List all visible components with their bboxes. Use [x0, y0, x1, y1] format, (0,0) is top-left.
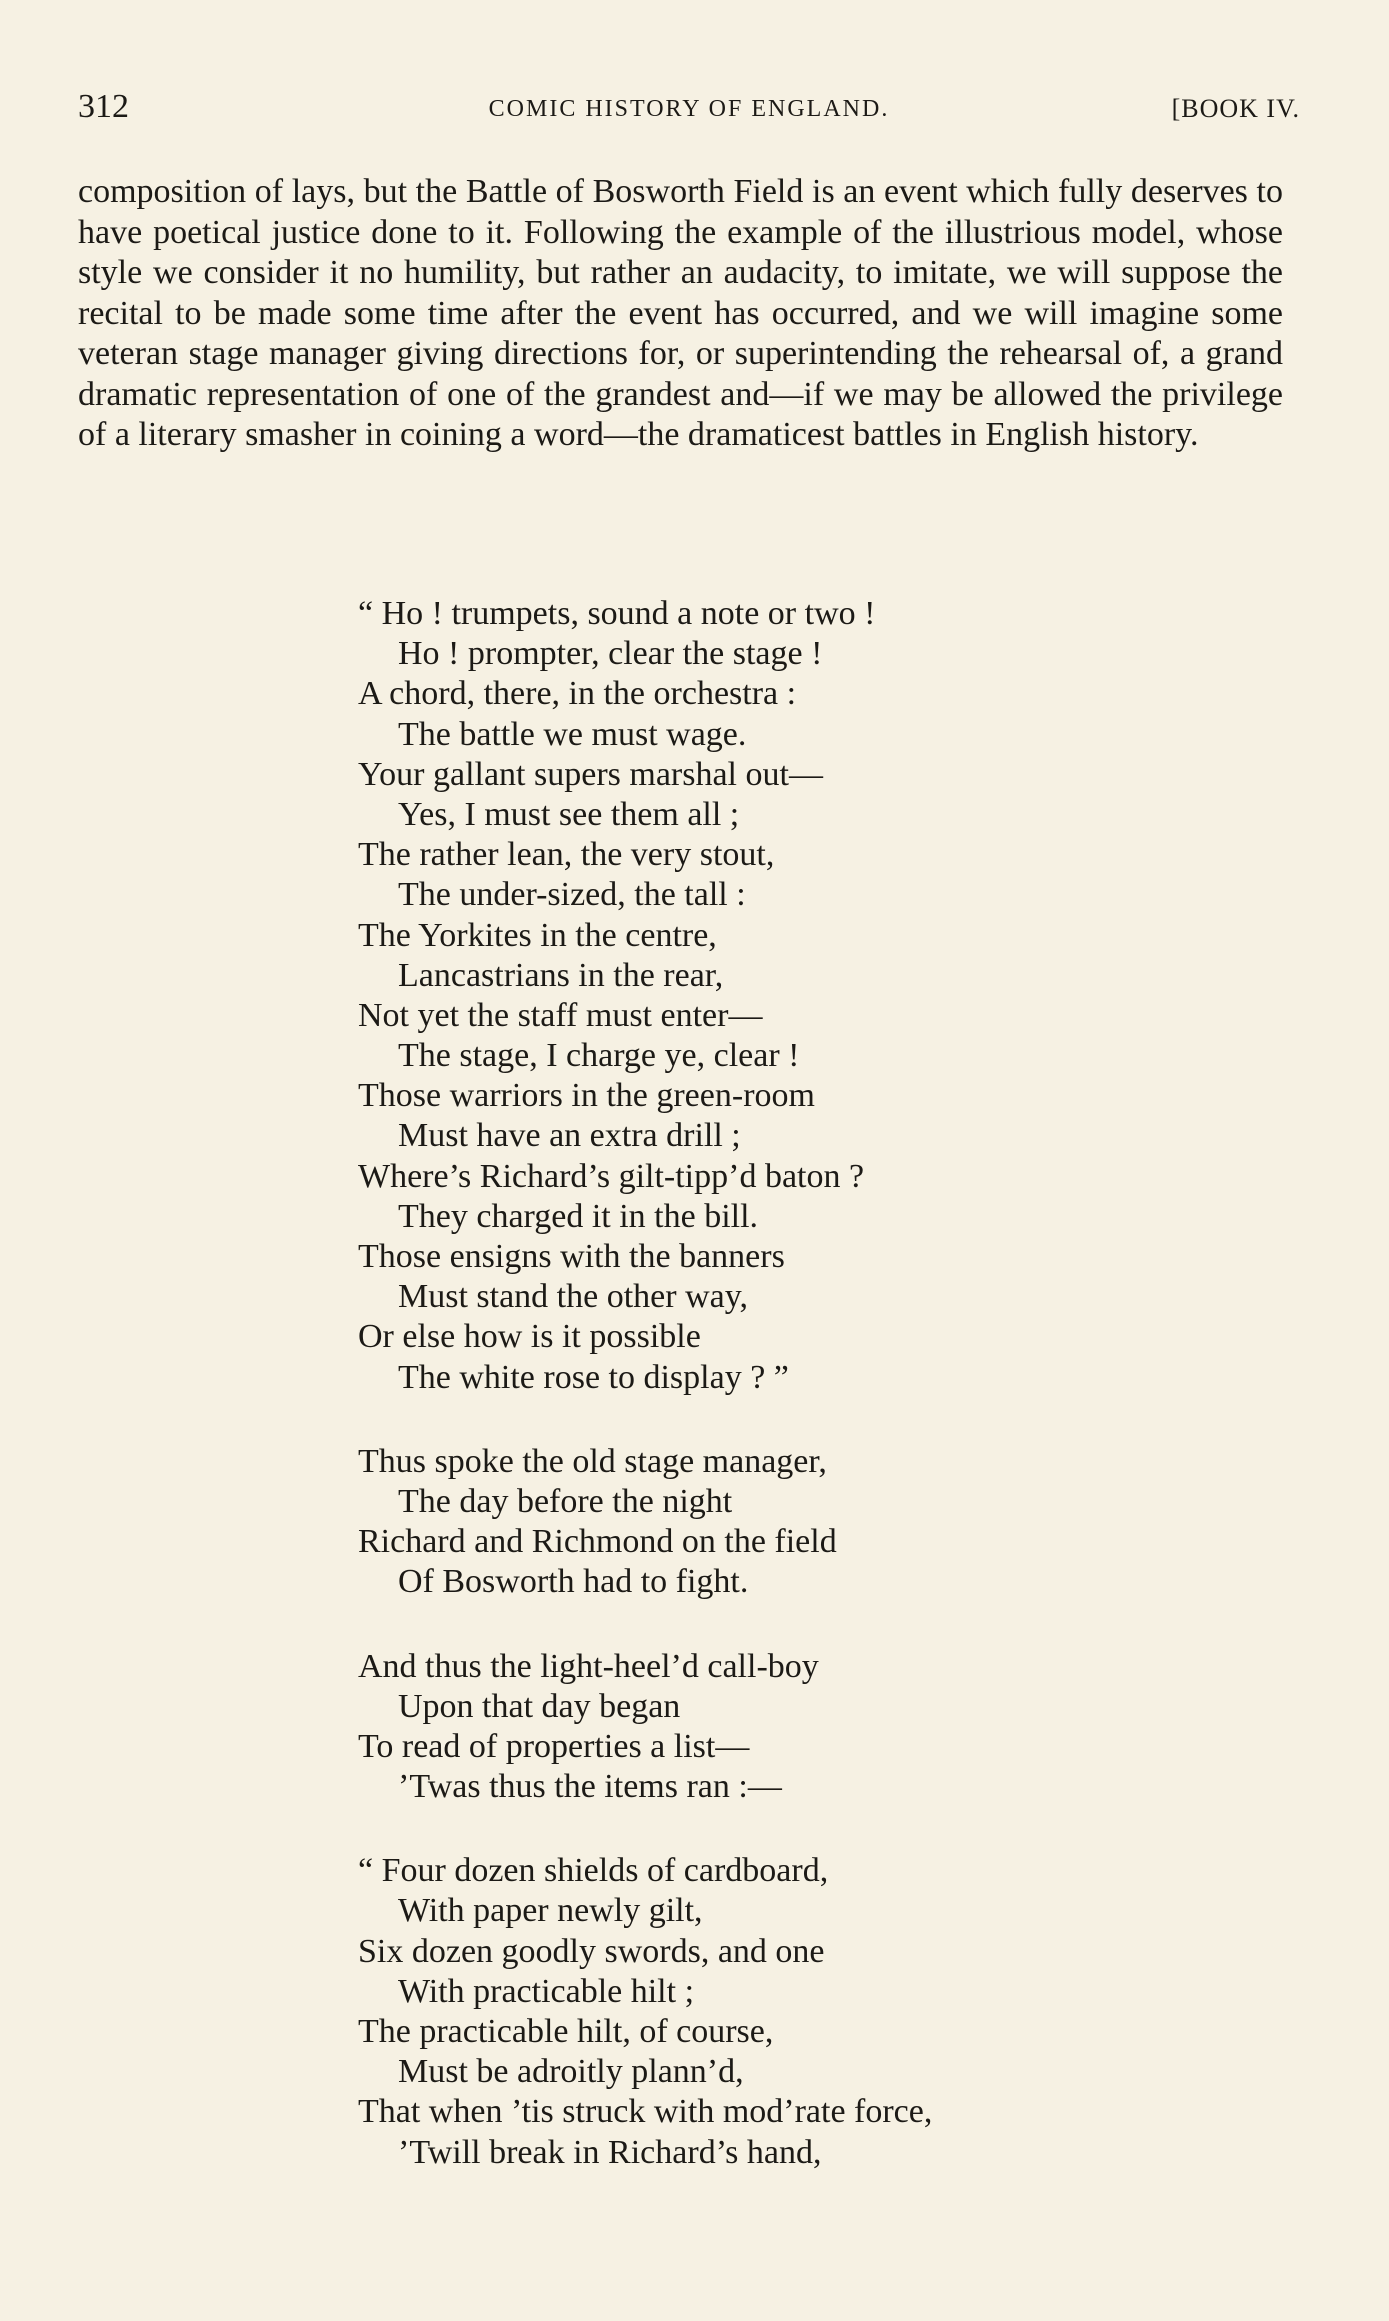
verse-line: Must have an extra drill ;: [398, 1117, 741, 1155]
verse-line: The under-sized, the tall :: [398, 876, 746, 914]
stanza-gap: [358, 1398, 1218, 1442]
page-header: [78, 88, 1300, 132]
verse-line: The Yorkites in the centre,: [358, 916, 717, 954]
stanza-gap: [358, 1807, 1218, 1851]
verse-line: Ho ! prompter, clear the stage !: [398, 635, 823, 673]
verse-line: The stage, I charge ye, clear !: [398, 1037, 800, 1075]
stanza: [358, 1851, 1218, 2173]
verse-line: The rather lean, the very stout,: [358, 836, 775, 874]
verse-line: Not yet the staff must enter—: [358, 996, 763, 1034]
verse-line: Those ensigns with the banners: [358, 1238, 785, 1275]
verse-line: Six dozen goodly swords, and one: [358, 1932, 825, 1970]
poem: [358, 594, 1218, 2173]
stanza: [358, 594, 1218, 1398]
verse-line: ’Twas thus the items ran :—: [398, 1768, 782, 1806]
stanza: [358, 1442, 1218, 1603]
verse-line: Must be adroitly plann’d,: [398, 2053, 744, 2091]
verse-line: The white rose to display ? ”: [398, 1358, 789, 1396]
verse-line: “ Ho ! trumpets, sound a note or two !: [358, 595, 876, 632]
verse-line: Must stand the other way,: [398, 1278, 749, 1316]
verse-line: Richard and Richmond on the field: [358, 1523, 837, 1561]
verse-line: Yes, I must see them all ;: [398, 795, 740, 833]
stanza-gap: [358, 1603, 1218, 1647]
verse-line: Or else how is it possible: [358, 1318, 701, 1356]
prose-paragraph: [78, 172, 1283, 456]
verse-line: Of Bosworth had to fight.: [398, 1563, 749, 1601]
verse-line: A chord, there, in the orchestra :: [358, 675, 797, 713]
verse-line: ’Twill break in Richard’s hand,: [398, 2133, 822, 2171]
book-reference: [BOOK IV.: [1171, 94, 1300, 123]
verse-line: Lancastrians in the rear,: [398, 956, 724, 994]
verse-line: “ Four dozen shields of cardboard,: [358, 1852, 829, 1890]
running-title: COMIC HISTORY OF ENGLAND.: [488, 96, 890, 122]
verse-line: The battle we must wage.: [398, 715, 747, 753]
verse-line: The practicable hilt, of course,: [358, 2013, 774, 2050]
stanza: [358, 1647, 1218, 1808]
verse-line: Where’s Richard’s gilt-tipp’d baton ?: [358, 1157, 865, 1195]
verse-line: The day before the night: [398, 1482, 733, 1520]
verse-line: To read of properties a list—: [358, 1727, 750, 1765]
verse-line: And thus the light-heel’d call-boy: [358, 1647, 819, 1685]
verse-line: Upon that day began: [398, 1687, 681, 1725]
verse-line: With practicable hilt ;: [398, 1972, 695, 2010]
verse-line: Your gallant supers marshal out—: [358, 755, 823, 793]
verse-line: With paper newly gilt,: [398, 1892, 703, 1930]
verse-line: They charged it in the bill.: [398, 1197, 759, 1235]
verse-line: Those warriors in the green-room: [358, 1077, 815, 1115]
verse-line: That when ’tis struck with mod’rate force,: [358, 2093, 933, 2131]
page-number: 312: [78, 88, 129, 125]
verse-line: Thus spoke the old stage manager,: [358, 1442, 827, 1480]
paragraph-text: composition of lays, but the Battle of Bosworth Field is an event which fully deserves to have poetical justice done to it. Following the example of the illustrious model, whose style we consider it no humility, but rather an audacity, to imitate, we will suppose the recital to be made some time after the event has occurred, and we will imagine some veteran stage manager giving directions for, or superintending the rehearsal of, a grand dramatic representation of one of the grandest and—if we may be allowed the privilege of a literary smasher in coining a word—the dramaticest battles in English history.: [78, 173, 1283, 453]
